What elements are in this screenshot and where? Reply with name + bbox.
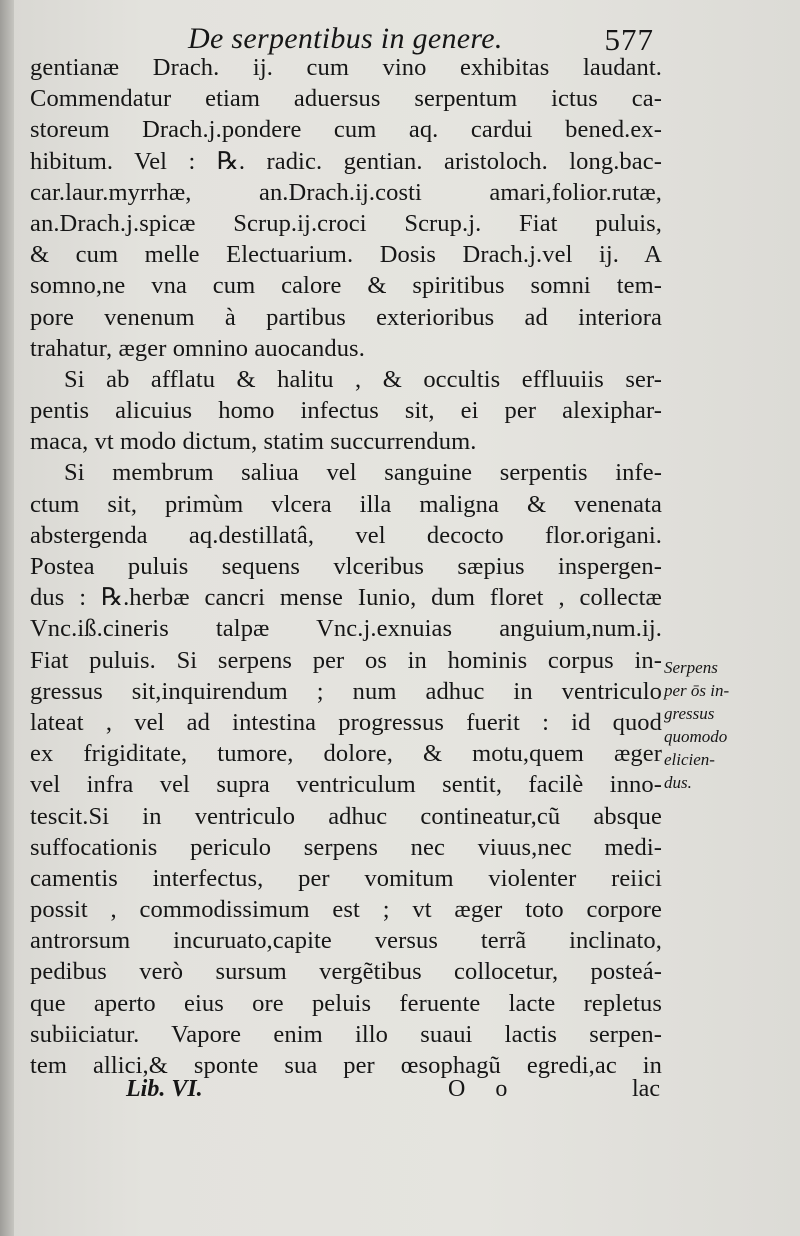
text-line: Vnc.iß.cineris talpæ Vnc.j.exnuias anguium,num.ij. [30,615,662,643]
margin-note [664,656,774,794]
text-line: gentianæ Drach. ij. cum vino exhibitas laudant. [30,54,662,81]
margin-note-line: quomodo [664,727,728,746]
text-line: & cum melle Electuarium. Dosis Drach.j.vel ij. A [30,241,662,269]
page-number: 577 [604,22,654,57]
text-line: somno,ne vna cum calore & spiritibus somni tem- [30,272,662,300]
margin-note-line: elicien- [664,750,715,769]
margin-note-line: dus. [664,773,692,792]
text-line: que aperto eius ore peluis feruente lacte repletus [30,989,662,1017]
text-line: lateat , vel ad intestina progressus fuerit : id quod [30,708,662,736]
text-line: storeum Drach.j.pondere cum aq. cardui bened.ex- [30,116,662,144]
text-line: Si ab afflatu & halitu , & occultis effluuiis ser- [64,365,662,393]
text-line: vel infra vel supra ventriculum sentit, facilè inno- [30,771,662,799]
main-text-block [30,52,662,1081]
text-line: maca, vt modo dictum, statim succurrendum. [30,428,477,456]
text-line: camentis interfectus, per vomitum violenter reiici [30,864,662,892]
text-line: antrorsum incuruato,capite versus terrã inclinato, [30,927,662,955]
text-line: ctum sit, primùm vlcera illa maligna & venenata [30,490,662,518]
text-line: trahatur, æger omnino auocandus. [30,334,365,362]
text-line: possit , commodissimum est ; vt æger toto corpore [30,896,662,924]
gutter-shadow [0,0,14,1236]
text-line: Commendatur etiam aduersus serpentum ictus ca- [30,85,662,113]
margin-note-line: per ōs in- [664,681,730,700]
text-line: Fiat puluis. Si serpens per os in hominis corpus in- [30,646,662,674]
book-signature: Lib. VI. [126,1076,203,1102]
text-line: car.laur.myrrhæ, an.Drach.ij.costi amari,folior.rutæ, [30,178,662,206]
running-head: De serpentibus in genere. [188,22,503,55]
text-line: pentis alicuius homo infectus sit, ei per alexiphar- [30,397,662,425]
text-line: hibitum. Vel : ℞. radic. gentian. aristoloch. long.bac- [30,147,662,175]
text-line: ex frigiditate, tumore, dolore, & motu,quem æger [30,740,662,768]
text-line: tescit.Si in ventriculo adhuc contineatur,cũ absque [30,802,662,830]
catchword: lac [632,1076,660,1102]
text-line: gressus sit,inquirendum ; num adhuc in ventriculo [30,677,662,705]
margin-note-line: gressus [664,704,715,723]
text-line: Postea puluis sequens vlceribus sæpius inspergen- [30,553,662,580]
text-line: tem allici,& sponte sua per œsophagũ egredi,ac in [30,1052,662,1079]
text-line: Si membrum saliua vel sanguine serpentis infe- [64,459,662,487]
text-line: an.Drach.j.spicæ Scrup.ij.croci Scrup.j. Fiat puluis, [30,209,662,237]
page-footer [30,1076,662,1110]
text-line: abstergenda aq.destillatâ, vel decocto flor.origani. [30,521,662,549]
text-line: subiiciatur. Vapore enim illo suaui lactis serpen- [30,1020,662,1048]
text-line: dus : ℞.herbæ cancri mense Iunio, dum floret , collectæ [30,584,662,612]
text-line: suffocationis periculo serpens nec viuus,nec medi- [30,833,662,861]
margin-note-line: Serpens [664,658,718,677]
text-line: pedibus verò sursum vergẽtibus collocetur, posteá- [30,958,662,986]
text-line: pore venenum à partibus exterioribus ad interiora [30,303,662,331]
gathering-mark: O o [448,1076,520,1102]
